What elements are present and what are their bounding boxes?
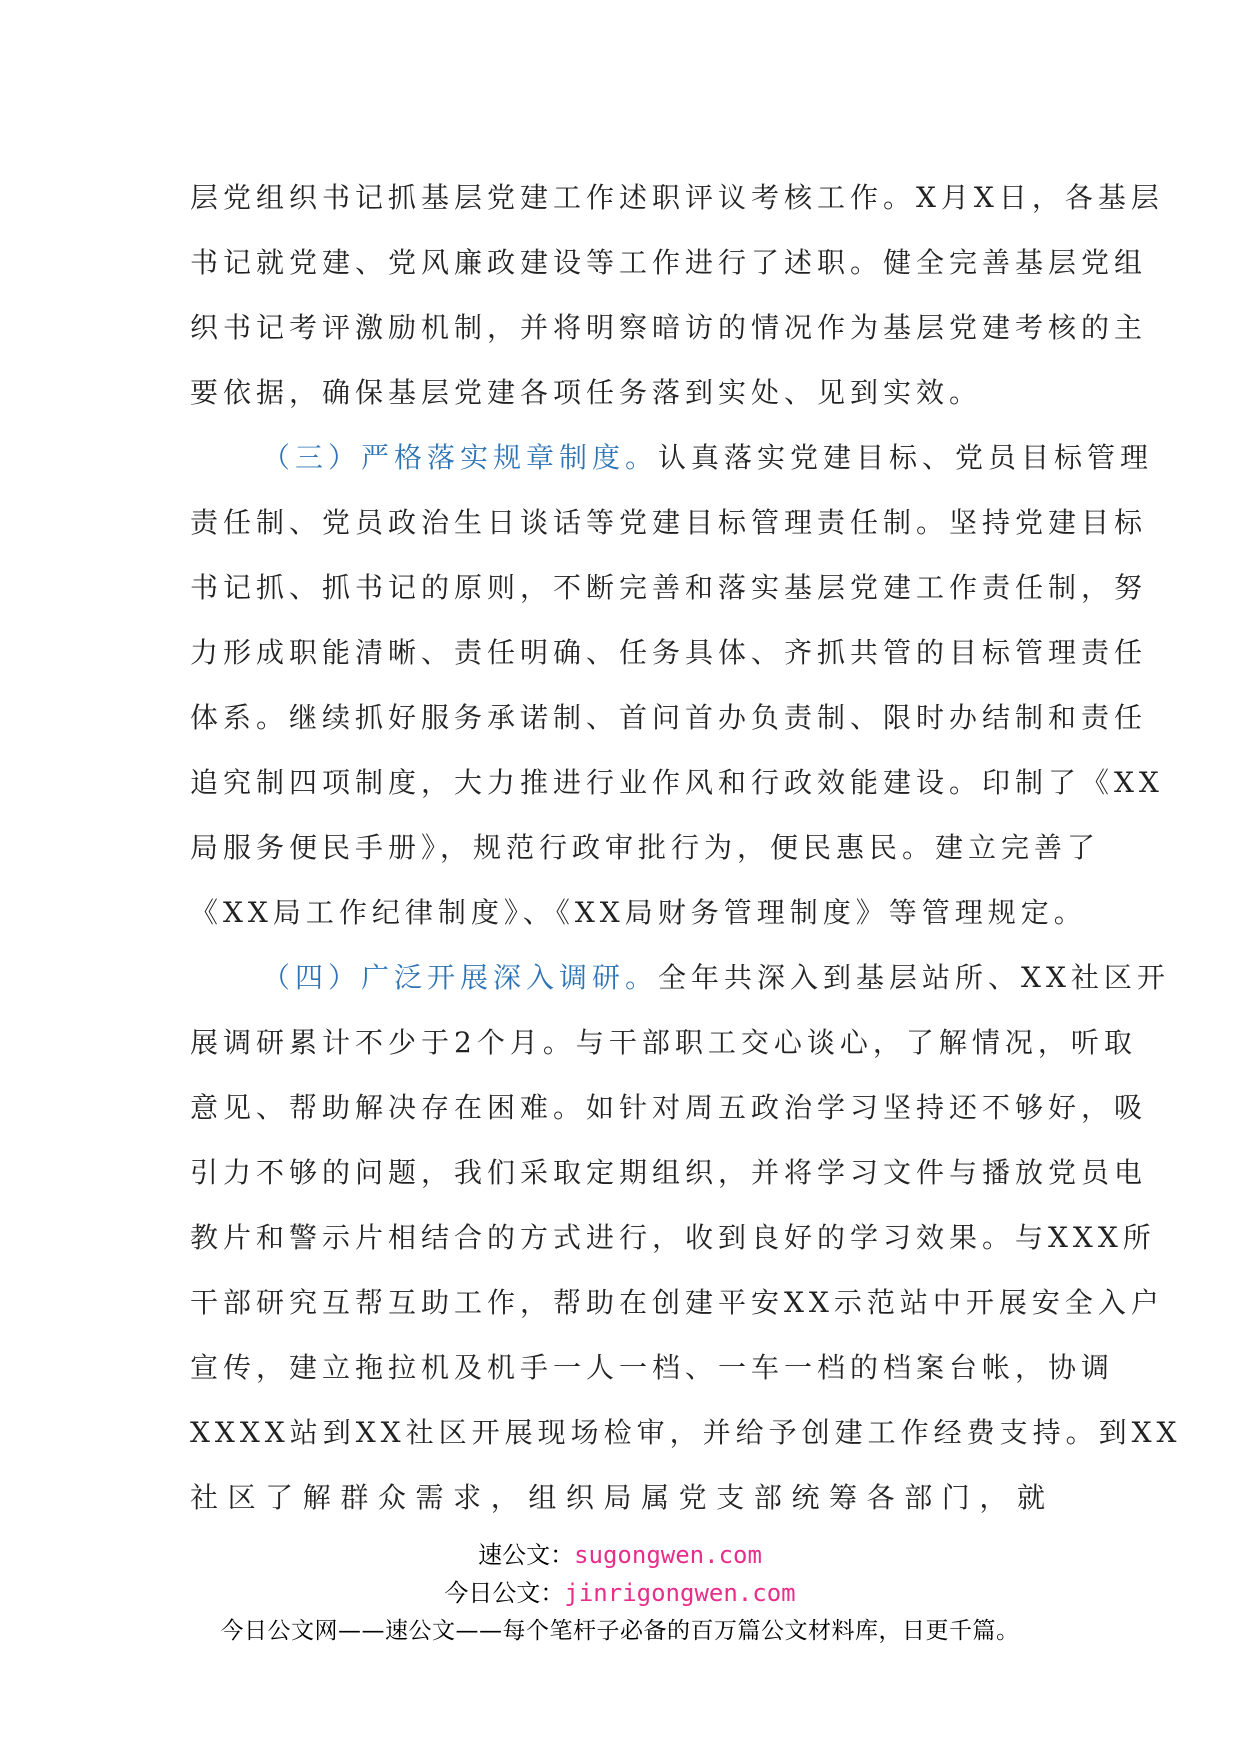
sugongwen-link[interactable]: sugongwen.com — [574, 1541, 762, 1569]
footer-tagline: 今日公文网——速公文——每个笔杆子必备的百万篇公文材料库，日更千篇。 — [220, 1618, 1020, 1644]
paragraph-line: 《XX局工作纪律制度》、《XX局财务管理制度》等管理规定。 — [190, 896, 1087, 929]
paragraph-line: 社区了解群众需求，组织局属党支部统筹各部门，就 — [190, 1481, 1050, 1514]
paragraph-line: XXXX站到XX社区开展现场检审，并给予创建工作经费支持。到XX — [190, 1416, 1182, 1449]
footer-label: 速公文： — [478, 1541, 575, 1569]
jinrigongwen-link[interactable]: jinrigongwen.com — [564, 1579, 796, 1607]
paragraph-line: 责任制、党员政治生日谈话等党建目标管理责任制。坚持党建目标 — [190, 506, 1148, 539]
section4-first-text: 全年共深入到基层站所、XX社区开 — [658, 961, 1170, 994]
section3-first-line — [190, 425, 1154, 490]
paragraph-line: 书记抓、抓书记的原则，不断完善和落实基层党建工作责任制，努 — [190, 571, 1148, 604]
paragraph-line: 要依据，确保基层党建各项任务落到实处、见到实效。 — [190, 376, 983, 409]
footer-label: 今日公文： — [444, 1579, 565, 1607]
paragraph-line: 书记就党建、党风廉政建设等工作进行了述职。健全完善基层党组 — [190, 246, 1148, 279]
section3-heading: （三）严格落实规章制度。 — [262, 441, 659, 474]
paragraph-line: 层党组织书记抓基层党建工作述职评议考核工作。X月X日，各基层 — [190, 181, 1164, 214]
paragraph-line: 局服务便民手册》，规范行政审批行为，便民惠民。建立完善了 — [190, 831, 1101, 864]
paragraph-line: 展调研累计不少于2个月。与干部职工交心谈心，了解情况，听取 — [190, 1026, 1137, 1059]
paragraph-line: 体系。继续抓好服务承诺制、首问首办负责制、限时办结制和责任 — [190, 701, 1148, 734]
paragraph-line: 织书记考评激励机制，并将明察暗访的情况作为基层党建考核的主 — [190, 311, 1148, 344]
paragraph-line: 意见、帮助解决存在困难。如针对周五政治学习坚持还不够好，吸 — [190, 1091, 1148, 1124]
section3-first-text: 认真落实党建目标、党员目标管理 — [658, 441, 1154, 474]
paragraph-line: 追究制四项制度，大力推进行业作风和行政效能建设。印制了《XX — [190, 766, 1164, 799]
paragraph-line: 教片和警示片相结合的方式进行，收到良好的学习效果。与XXX所 — [190, 1221, 1156, 1254]
paragraph-line: 宣传，建立拖拉机及机手一人一档、一车一档的档案台帐，协调 — [190, 1351, 1115, 1384]
section4-heading: （四）广泛开展深入调研。 — [262, 961, 659, 994]
document-body — [190, 165, 1182, 1530]
paragraph-line: 干部研究互帮互助工作，帮助在创建平安XX示范站中开展安全入户 — [190, 1286, 1164, 1319]
section4-first-line — [190, 945, 1170, 1010]
paragraph-line: 引力不够的问题，我们采取定期组织，并将学习文件与播放党员电 — [190, 1156, 1148, 1189]
footer-sugongwen — [0, 1535, 1240, 1570]
footer-jinrigongwen — [0, 1573, 1240, 1608]
paragraph-line: 力形成职能清晰、责任明确、任务具体、齐抓共管的目标管理责任 — [190, 636, 1148, 669]
